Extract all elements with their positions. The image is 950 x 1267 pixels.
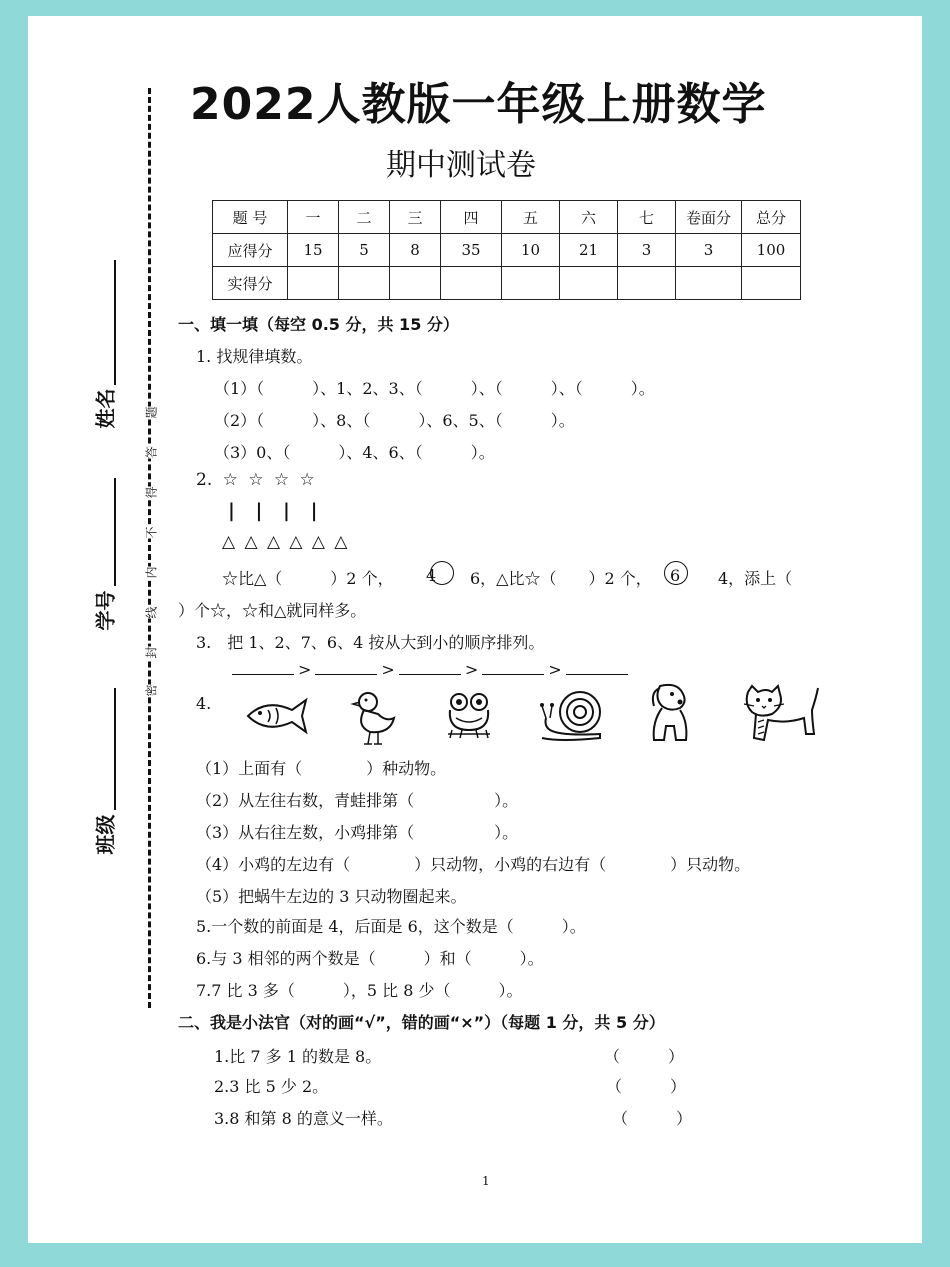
- class-write-line: [114, 688, 116, 810]
- greater-than: >: [548, 660, 562, 679]
- table-row: [213, 234, 801, 267]
- name-label: 姓名: [93, 388, 118, 429]
- fish-icon: [244, 696, 314, 736]
- score-input-cell[interactable]: [339, 267, 390, 300]
- seal-char: 不: [141, 526, 162, 538]
- score-input-cell[interactable]: [502, 267, 560, 300]
- snail-icon: [540, 688, 604, 746]
- question-2-line1e: 4，添上（: [718, 569, 793, 588]
- judge-item: 1.比 7 多 1 的数是 8。: [214, 1047, 382, 1066]
- table-cell: 四: [441, 201, 502, 234]
- binding-dashed-line: [148, 88, 151, 1008]
- chick-icon: [350, 688, 400, 748]
- score-input-cell[interactable]: [742, 267, 801, 300]
- question-6: 6.与 3 相邻的两个数是（ ）和（ ）。: [196, 949, 544, 968]
- question-1-1: （1）（ ）、1、2、3、（ ）、（ ）、（ ）。: [214, 379, 655, 398]
- id-write-line: [114, 478, 116, 586]
- table-cell: 3: [618, 234, 676, 267]
- question-4-3: （3）从右往左数，小鸡排第（ ）。: [196, 823, 519, 842]
- table-cell: 总分: [742, 201, 801, 234]
- question-1-2: （2）（ ）、8、（ ）、6、5、（ ）。: [214, 411, 575, 430]
- seal-char: 得: [141, 486, 162, 498]
- table-cell: 卷面分: [676, 201, 742, 234]
- question-2-num: 4: [426, 566, 437, 585]
- table-cell: 二: [339, 201, 390, 234]
- greater-than: >: [298, 660, 312, 679]
- score-input-cell[interactable]: [560, 267, 618, 300]
- answer-blank[interactable]: [232, 660, 294, 675]
- seal-char: 线: [141, 606, 162, 618]
- section-2-heading: 二、我是小法官（对的画“√”，错的画“×”）（每题 1 分，共 5 分）: [178, 1013, 665, 1032]
- table-cell: 七: [618, 201, 676, 234]
- table-cell: 题 号: [213, 201, 288, 234]
- table-cell: 21: [560, 234, 618, 267]
- question-2-stars: 2. ☆ ☆ ☆ ☆: [196, 470, 315, 490]
- question-4-5: （5）把蜗牛左边的 3 只动物圈起来。: [196, 887, 467, 906]
- question-2-triangles: △ △ △ △ △ △: [222, 532, 348, 552]
- order-blanks: [228, 660, 632, 679]
- frog-icon: [444, 690, 494, 742]
- question-2-line1c: 6，△比☆（ ）2 个，: [470, 569, 652, 588]
- id-label: 学号: [93, 590, 118, 631]
- score-input-cell[interactable]: [390, 267, 441, 300]
- score-input-cell[interactable]: [676, 267, 742, 300]
- seal-char: 题: [141, 406, 162, 418]
- page-number: 1: [482, 1174, 490, 1188]
- table-cell: 35: [441, 234, 502, 267]
- question-2-bars: | | | |: [228, 500, 318, 522]
- seal-char: 密: [141, 684, 162, 696]
- table-cell: 10: [502, 234, 560, 267]
- page-title: 2022人教版一年级上册数学: [190, 79, 767, 130]
- table-cell: 五: [502, 201, 560, 234]
- table-cell: 8: [390, 234, 441, 267]
- judge-item: 2.3 比 5 少 2。: [214, 1077, 329, 1096]
- page-subtitle: 期中测试卷: [386, 148, 536, 183]
- question-3: 3. 把 1、2、7、6、4 按从大到小的顺序排列。: [196, 633, 545, 652]
- question-2-line1a: ☆比△（ ）2 个，: [222, 569, 394, 588]
- table-cell: 应得分: [213, 234, 288, 267]
- question-4-2: （2）从左往右数，青蛙排第（ ）。: [196, 791, 519, 810]
- answer-blank[interactable]: [566, 660, 628, 675]
- score-input-cell[interactable]: [288, 267, 339, 300]
- table-cell: 3: [676, 234, 742, 267]
- question-2-line2: ）个☆，☆和△就同样多。: [178, 601, 367, 620]
- score-input-cell[interactable]: [618, 267, 676, 300]
- answer-blank[interactable]: [399, 660, 461, 675]
- score-input-cell[interactable]: [441, 267, 502, 300]
- judge-answer[interactable]: （ ）: [604, 1047, 685, 1066]
- question-1-3: （3）0、（ ）、4、6、（ ）。: [214, 443, 495, 462]
- table-row: [213, 267, 801, 300]
- section-1-heading: 一、填一填（每空 0.5 分，共 15 分）: [178, 315, 459, 334]
- table-cell: 六: [560, 201, 618, 234]
- class-label: 班级: [93, 814, 118, 855]
- dog-icon: [642, 682, 698, 746]
- table-cell: 一: [288, 201, 339, 234]
- question-5: 5.一个数的前面是 4，后面是 6，这个数是（ ）。: [196, 917, 586, 936]
- table-cell: 实得分: [213, 267, 288, 300]
- judge-answer[interactable]: （ ）: [612, 1109, 693, 1128]
- judge-answer[interactable]: （ ）: [606, 1077, 687, 1096]
- question-4-label: 4.: [196, 694, 212, 713]
- seal-char: 内: [141, 566, 162, 578]
- seal-char: 答: [141, 446, 162, 458]
- table-cell: 三: [390, 201, 441, 234]
- question-2-num: 6: [670, 566, 681, 585]
- table-cell: 5: [339, 234, 390, 267]
- question-4-1: （1）上面有（ ）种动物。: [196, 759, 447, 778]
- question-4-4: （4）小鸡的左边有（ ）只动物，小鸡的右边有（ ）只动物。: [196, 855, 751, 874]
- name-write-line: [114, 260, 116, 385]
- table-cell: 15: [288, 234, 339, 267]
- greater-than: >: [464, 660, 479, 679]
- cat-icon: [742, 684, 822, 746]
- table-cell: 100: [742, 234, 801, 267]
- question-1: 1. 找规律填数。: [196, 347, 313, 366]
- seal-char: 封: [141, 646, 162, 658]
- greater-than: >: [381, 660, 395, 679]
- question-7: 7.7 比 3 多（ ），5 比 8 少（ ）。: [196, 981, 523, 1000]
- table-row: [213, 201, 801, 234]
- score-table: [212, 200, 801, 300]
- judge-item: 3.8 和第 8 的意义一样。: [214, 1109, 393, 1128]
- answer-blank[interactable]: [315, 660, 377, 675]
- answer-blank[interactable]: [482, 660, 544, 675]
